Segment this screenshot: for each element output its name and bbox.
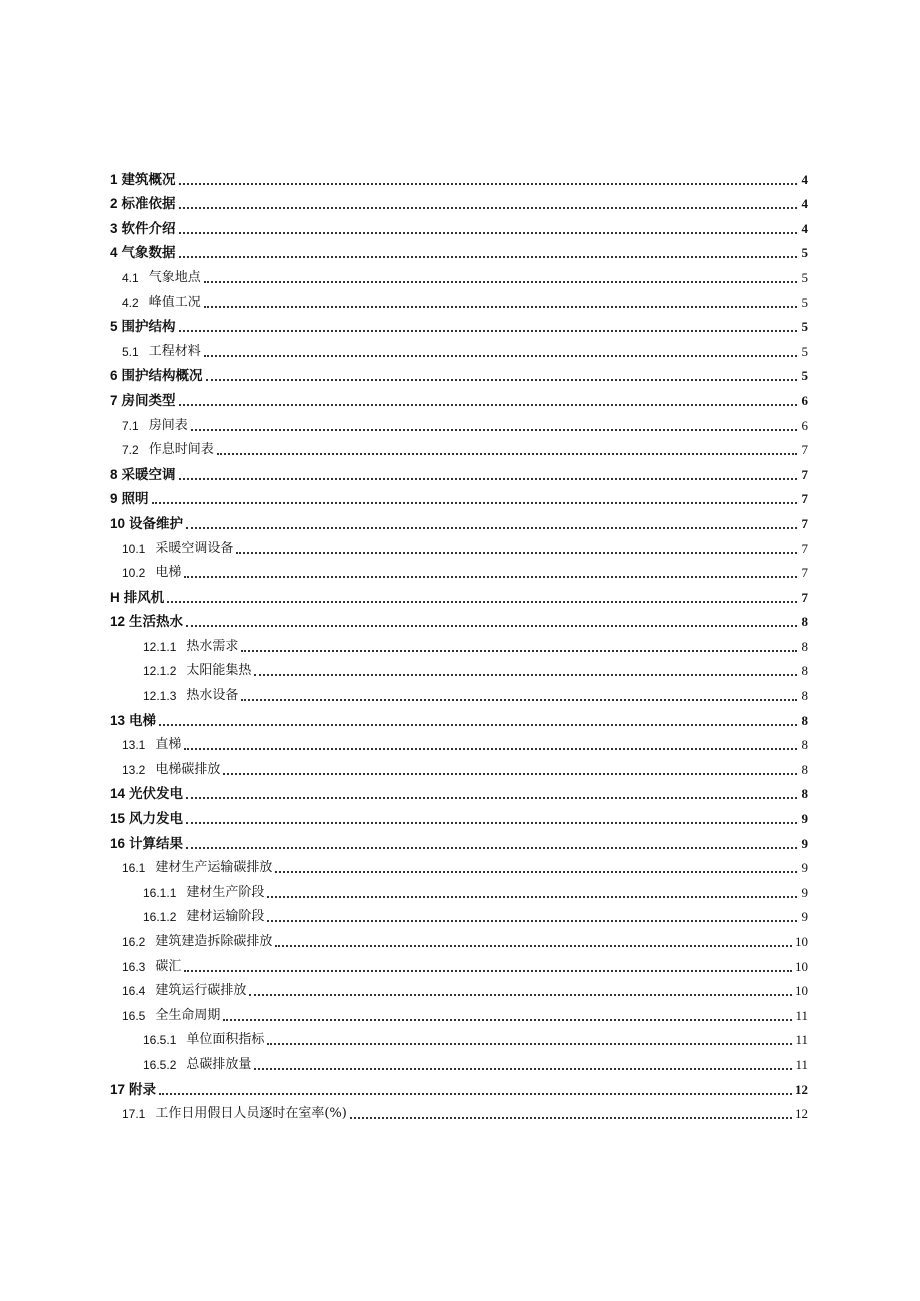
toc-entry-page-number: 5 — [801, 294, 808, 310]
toc-entry-title: 太阳能集热 — [186, 663, 252, 679]
toc-entry-title: 风力发电 — [129, 811, 184, 828]
toc-entry-title: 单位面积指标 — [186, 1032, 265, 1048]
toc-entry-number: 7.2 — [122, 443, 139, 458]
toc-entry[interactable] — [110, 901, 808, 926]
toc-dot-leader — [179, 326, 797, 332]
toc-entry-page-number: 4 — [801, 220, 808, 236]
toc-entry-title: 全生命周期 — [155, 1007, 221, 1023]
toc-dot-leader — [179, 474, 797, 480]
toc-entry-title: 标准依据 — [121, 196, 176, 213]
toc-dot-leader — [241, 695, 797, 701]
toc-entry-title: 采暖空调 — [121, 466, 176, 483]
toc-dot-leader — [275, 867, 797, 873]
toc-entry-page-number: 7 — [801, 565, 808, 581]
toc-entry-page-number: 5 — [801, 245, 808, 261]
toc-entry-page-number: 12 — [795, 1081, 808, 1097]
toc-entry-title: 热水设备 — [186, 688, 239, 704]
toc-entry-page-number: 9 — [801, 811, 808, 827]
toc-dot-leader — [186, 523, 797, 529]
toc-entry-page-number: 10 — [795, 983, 808, 999]
toc-entry[interactable] — [110, 655, 808, 680]
toc-entry[interactable] — [110, 163, 808, 188]
toc-entry[interactable] — [110, 311, 808, 336]
toc-entry[interactable] — [110, 188, 808, 213]
toc-entry-page-number: 7 — [801, 466, 808, 482]
toc-entry-page-number: 9 — [801, 884, 808, 900]
toc-dot-leader — [159, 720, 797, 726]
toc-entry-page-number: 9 — [801, 909, 808, 925]
toc-entry-page-number: 7 — [801, 589, 808, 605]
toc-dot-leader — [350, 1113, 792, 1119]
toc-entry-title: 热水需求 — [186, 638, 239, 654]
toc-entry-page-number: 10 — [795, 958, 808, 974]
toc-entry-title: 建材生产运输碳排放 — [155, 860, 273, 876]
toc-entry[interactable] — [110, 360, 808, 385]
toc-entry-page-number: 8 — [801, 786, 808, 802]
toc-entry-page-number: 8 — [801, 638, 808, 654]
toc-entry-title: 建筑建造拆除碳排放 — [155, 934, 273, 949]
toc-entry-number: 16.5.2 — [143, 1057, 177, 1072]
toc-entry-page-number: 8 — [801, 614, 808, 630]
toc-entry-title: 作息时间表 — [148, 442, 214, 458]
toc-entry-page-number: 8 — [801, 663, 808, 679]
toc-entry-number: 12 — [110, 614, 126, 630]
toc-entry-title: 软件介绍 — [121, 220, 176, 237]
toc-entry-title: 电梯 — [155, 565, 182, 581]
toc-entry[interactable] — [110, 286, 808, 311]
toc-entry-title: 电梯碳排放 — [155, 761, 221, 777]
toc-entry[interactable] — [110, 999, 808, 1024]
toc-entry-page-number: 12 — [795, 1106, 808, 1122]
toc-dot-leader — [186, 793, 797, 799]
toc-entry[interactable] — [110, 557, 808, 582]
toc-entry[interactable] — [110, 950, 808, 975]
toc-dot-leader — [186, 843, 797, 849]
toc-entry[interactable] — [110, 507, 808, 532]
toc-entry-number: 16.5.1 — [143, 1033, 177, 1048]
toc-dot-leader — [184, 744, 797, 750]
toc-entry[interactable] — [110, 384, 808, 409]
toc-dot-leader — [267, 892, 797, 898]
toc-entry-page-number: 5 — [801, 343, 808, 359]
toc-entry-number: 7.1 — [122, 418, 139, 433]
toc-entry-number: 6 — [110, 368, 118, 384]
toc-entry-page-number: 6 — [801, 417, 808, 433]
toc-entry-number: 1 — [110, 171, 118, 187]
toc-entry[interactable] — [110, 458, 808, 483]
toc-entry-page-number: 6 — [801, 392, 808, 408]
toc-entry[interactable] — [110, 483, 808, 508]
toc-entry[interactable] — [110, 434, 808, 459]
toc-entry[interactable] — [110, 753, 808, 778]
toc-entry-number: 4.1 — [122, 270, 139, 285]
toc-entry[interactable] — [110, 802, 808, 827]
toc-entry-page-number: 8 — [801, 737, 808, 753]
toc-entry-page-number: 11 — [795, 1056, 808, 1072]
table-of-contents — [110, 163, 808, 1122]
toc-dot-leader — [179, 252, 797, 258]
toc-entry[interactable] — [110, 679, 808, 704]
toc-dot-leader — [184, 572, 797, 578]
toc-dot-leader — [204, 277, 797, 283]
toc-dot-leader — [254, 1064, 792, 1070]
toc-entry-number: 13 — [110, 712, 126, 728]
toc-entry-number: 13.1 — [122, 738, 146, 753]
toc-entry-page-number: 10 — [795, 934, 808, 949]
toc-dot-leader — [179, 179, 797, 185]
toc-entry-title: 房间类型 — [121, 392, 176, 409]
toc-dot-leader — [241, 646, 797, 652]
toc-entry-title: 房间表 — [148, 417, 188, 433]
toc-entry-number: 16.3 — [122, 959, 146, 974]
toc-entry-title: 采暖空调设备 — [155, 540, 234, 556]
toc-entry-number: 5 — [110, 319, 118, 335]
toc-dot-leader — [236, 548, 797, 554]
toc-dot-leader — [249, 990, 792, 996]
toc-entry-number: 2 — [110, 196, 118, 212]
toc-entry-number: 16 — [110, 835, 126, 851]
toc-entry-title: 照明 — [121, 491, 149, 508]
toc-entry[interactable] — [110, 1073, 808, 1098]
toc-entry[interactable] — [110, 852, 808, 877]
toc-entry-number: 13.2 — [122, 762, 146, 777]
toc-dot-leader — [167, 597, 797, 603]
toc-entry-page-number: 11 — [795, 1032, 808, 1048]
toc-entry[interactable] — [110, 778, 808, 803]
toc-entry[interactable] — [110, 237, 808, 262]
toc-entry[interactable] — [110, 925, 808, 950]
toc-entry-title: 光伏发电 — [129, 786, 184, 803]
toc-entry-title: 峰值工况 — [148, 294, 201, 310]
toc-entry[interactable] — [110, 606, 808, 631]
toc-entry-title: 计算结果 — [129, 835, 184, 852]
toc-entry-number: 3 — [110, 220, 118, 236]
toc-entry-title: 建材生产阶段 — [186, 884, 265, 900]
toc-entry-page-number: 7 — [801, 540, 808, 556]
toc-entry[interactable] — [110, 975, 808, 1000]
toc-entry[interactable] — [110, 630, 808, 655]
toc-entry-page-number: 9 — [801, 860, 808, 876]
toc-dot-leader — [217, 449, 797, 455]
toc-entry[interactable] — [110, 876, 808, 901]
toc-dot-leader — [179, 203, 797, 209]
toc-entry-page-number: 11 — [795, 1007, 808, 1023]
toc-entry-title: 附录 — [129, 1081, 157, 1098]
toc-dot-leader — [267, 1039, 792, 1045]
toc-entry-number: 5.1 — [122, 344, 139, 359]
toc-entry-page-number: 8 — [801, 712, 808, 728]
toc-entry-number: 10 — [110, 515, 126, 531]
toc-entry-page-number: 8 — [801, 761, 808, 777]
toc-entry-page-number: 5 — [801, 368, 808, 384]
toc-entry-title: 碳汇 — [155, 958, 182, 974]
toc-entry-title: 围护结构 — [121, 319, 176, 336]
toc-entry[interactable] — [110, 581, 808, 606]
toc-entry-number: 16.1 — [122, 861, 146, 876]
toc-entry-number: 16.1.1 — [143, 885, 177, 900]
toc-entry[interactable] — [110, 212, 808, 237]
toc-dot-leader — [159, 1089, 792, 1095]
toc-entry[interactable] — [110, 1098, 808, 1123]
toc-entry-page-number: 4 — [801, 171, 808, 187]
toc-entry-page-number: 5 — [801, 269, 808, 285]
toc-dot-leader — [186, 621, 797, 627]
toc-entry-number: 7 — [110, 392, 118, 408]
toc-entry-page-number: 7 — [801, 442, 808, 458]
toc-entry-title: 电梯 — [129, 712, 157, 729]
toc-entry-title: 工作日用假日人员逐时在室率(%) — [155, 1106, 347, 1122]
toc-entry-number: 12.1.1 — [143, 639, 177, 654]
toc-dot-leader — [223, 769, 797, 775]
toc-entry-title: 直梯 — [155, 737, 182, 753]
toc-entry-number: 12.1.3 — [143, 689, 177, 704]
toc-entry-page-number: 8 — [801, 688, 808, 704]
toc-dot-leader — [223, 1015, 792, 1021]
toc-entry-number: 9 — [110, 491, 118, 507]
toc-entry-number: 4 — [110, 245, 118, 261]
toc-dot-leader — [179, 228, 797, 234]
toc-entry-number: 4.2 — [122, 295, 139, 310]
toc-entry[interactable] — [110, 409, 808, 434]
toc-entry[interactable] — [110, 1024, 808, 1049]
toc-dot-leader — [191, 425, 797, 431]
toc-entry-number: 16.1.2 — [143, 910, 177, 925]
toc-entry-number: 12.1.2 — [143, 664, 177, 679]
toc-entry-number: 16.4 — [122, 984, 146, 999]
toc-entry-title: 总碳排放量 — [186, 1056, 252, 1072]
toc-entry-title: 设备维护 — [129, 515, 184, 532]
toc-entry-title: 排风机 — [123, 589, 165, 606]
toc-dot-leader — [204, 302, 797, 308]
toc-entry[interactable] — [110, 261, 808, 286]
toc-dot-leader — [186, 818, 797, 824]
toc-entry-number: 8 — [110, 466, 118, 482]
toc-entry-page-number: 7 — [801, 491, 808, 507]
toc-entry-page-number: 7 — [801, 515, 808, 531]
toc-entry[interactable] — [110, 335, 808, 360]
toc-dot-leader — [179, 400, 797, 406]
toc-entry-title: 气象数据 — [121, 245, 176, 262]
toc-dot-leader — [184, 966, 792, 972]
toc-entry[interactable] — [110, 827, 808, 852]
toc-entry-number: 10.2 — [122, 566, 146, 581]
toc-dot-leader — [254, 670, 797, 676]
toc-entry[interactable] — [110, 1048, 808, 1073]
toc-entry[interactable] — [110, 704, 808, 729]
toc-entry-title: 建筑运行碳排放 — [155, 983, 247, 999]
toc-entry[interactable] — [110, 729, 808, 754]
toc-entry-number: 10.1 — [122, 541, 146, 556]
toc-dot-leader — [275, 941, 792, 947]
toc-entry-page-number: 9 — [801, 835, 808, 851]
toc-entry-title: 生活热水 — [129, 614, 184, 631]
toc-entry-title: 建材运输阶段 — [186, 909, 265, 925]
toc-entry-title: 气象地点 — [148, 269, 201, 285]
toc-entry-number: 16.2 — [122, 935, 146, 949]
toc-entry[interactable] — [110, 532, 808, 557]
toc-dot-leader — [206, 375, 797, 381]
toc-dot-leader — [267, 916, 797, 922]
toc-dot-leader — [204, 351, 797, 357]
toc-entry-title: 围护结构概况 — [121, 368, 203, 385]
toc-entry-number: 14 — [110, 786, 126, 802]
toc-entry-title: 工程材料 — [148, 343, 201, 359]
toc-entry-number: H — [110, 589, 120, 605]
toc-entry-page-number: 5 — [801, 319, 808, 335]
toc-entry-number: 17 — [110, 1081, 126, 1097]
toc-entry-page-number: 4 — [801, 196, 808, 212]
toc-entry-number: 15 — [110, 811, 126, 827]
toc-dot-leader — [152, 498, 797, 504]
toc-entry-number: 17.1 — [122, 1107, 146, 1122]
toc-entry-number: 16.5 — [122, 1008, 146, 1023]
toc-entry-title: 建筑概况 — [121, 171, 176, 188]
